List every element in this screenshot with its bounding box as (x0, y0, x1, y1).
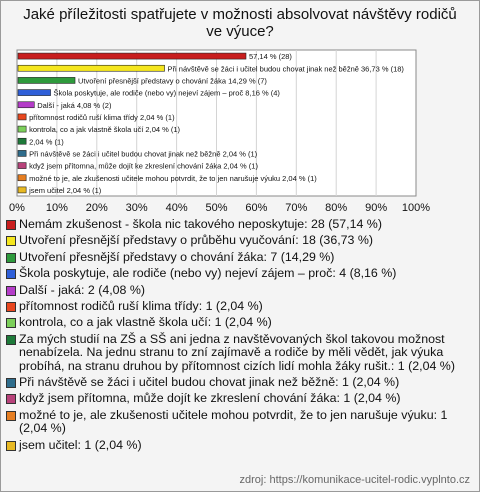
bar-label: přítomnost rodičů ruší klima třídy 2,04 % (1) (29, 112, 175, 122)
bar (18, 163, 26, 169)
legend-label: možné to je, ale zkušenosti učitele mohou potvrdit, že to jen narušuje výuku: 1 (2,04 %) (19, 407, 448, 436)
x-tick-label: 40% (165, 202, 188, 214)
bar-label: možné to je, ale zkušenosti učitele mohou potvrdit, že to jen narušuje výuku 2,04 % (1) (29, 173, 317, 183)
bar (18, 90, 51, 96)
bar-label: když jsem přítomna, může dojít ke zkreslení chování žáka 2,04 % (1) (29, 161, 258, 171)
bar-label: kontrola, co a jak vlastně škola učí 2,04 % (1) (29, 125, 181, 135)
bar-label: Při návštěvě se žáci i učitel budou chovat jinak než běžně 36,73 % (18) (167, 64, 404, 74)
bar (18, 77, 75, 83)
legend-swatch (6, 236, 16, 246)
bar (18, 126, 26, 132)
x-tick-label: 90% (365, 202, 388, 214)
legend-item (6, 316, 472, 329)
x-tick-label: 70% (285, 202, 308, 214)
x-tick-label: 50% (205, 202, 228, 214)
bar-label: jsem učitel 2,04 % (1) (29, 185, 102, 195)
legend-swatch (6, 220, 16, 230)
legend-swatch (6, 253, 16, 263)
legend-item (6, 392, 472, 405)
legend-item (6, 251, 472, 264)
bar (18, 175, 26, 181)
bar-label: Další - jaká 4,08 % (2) (37, 100, 112, 110)
bar (18, 65, 165, 71)
x-tick-label: 0% (9, 202, 25, 214)
legend-swatch (6, 286, 16, 296)
bar-label: 2,04 % (1) (29, 137, 64, 147)
bar (18, 187, 26, 193)
legend-label: kontrola, co a jak vlastně škola učí: 1 (2,04 %) (19, 315, 272, 330)
x-tick-label: 100% (401, 202, 431, 214)
legend-swatch (6, 394, 16, 404)
chart-title: Jaké příležitosti spatřujete v možnosti absolvovat návštěvy rodičů ve výuce? (23, 6, 457, 40)
legend-swatch (6, 441, 16, 451)
x-tick-label: 30% (125, 202, 148, 214)
legend-item (6, 234, 472, 247)
legend-item (6, 376, 472, 389)
legend-swatch (6, 269, 16, 279)
source-note: zdroj: https://komunikace-ucitel-rodic.vyplnto.cz (239, 474, 470, 486)
legend-label: Utvoření přesnější představy o chování žáka: 7 (14,29 %) (19, 249, 335, 264)
x-tick-label: 20% (85, 202, 108, 214)
bar (18, 150, 26, 156)
bar-label: Utvoření přesnější představy o chování žáka 14,29 % (7) (78, 76, 267, 86)
legend-item (6, 300, 472, 313)
chart-legend (6, 218, 472, 455)
bar (18, 53, 246, 59)
legend-item (6, 333, 472, 373)
legend-label: jsem učitel: 1 (2,04 %) (19, 437, 142, 452)
x-tick-label: 80% (325, 202, 348, 214)
bar-plot (0, 0, 480, 218)
legend-item (6, 218, 472, 231)
legend-label: když jsem přítomna, může dojít ke zkreslení chování žáka: 1 (2,04 %) (19, 391, 401, 406)
legend-swatch (6, 378, 16, 388)
legend-item (6, 439, 472, 452)
legend-swatch (6, 411, 16, 421)
bar (18, 138, 26, 144)
bar-label: Škola poskytuje, ale rodiče (nebo vy) nejeví zájem – proč 8,16 % (4) (53, 88, 280, 98)
legend-label: Další - jaká: 2 (4,08 %) (19, 282, 146, 297)
legend-swatch (6, 335, 16, 345)
legend-item (6, 284, 472, 297)
bar-label: Při návštěvě se žáci i učitel budou chovat jinak než běžně 2,04 % (1) (29, 149, 258, 159)
x-tick-label: 10% (45, 202, 68, 214)
bar-label: 57,14 % (28) (248, 52, 292, 62)
legend-label: Nemám zkušenost - škola nic takového neposkytuje: 28 (57,14 %) (19, 217, 382, 231)
legend-item (6, 267, 472, 280)
legend-swatch (6, 318, 16, 328)
legend-item (6, 409, 472, 436)
legend-swatch (6, 302, 16, 312)
legend-label: Utvoření přesnější představy o průběhu vyučování: 18 (36,73 %) (19, 233, 374, 248)
bar (18, 114, 26, 120)
bar (18, 102, 34, 108)
x-tick-label: 60% (245, 202, 268, 214)
legend-label: Za mých studií na ZŠ a SŠ ani jedna z navštěvovaných škol takovou možnost nenabízela. Na jednu stranu to zní zajímavě a rodiče by měli vědět, jak výuka probíhá, na stranu druhou by přítomnost cizích lidí mohla žáky rušit.: 1 (2,04 %) (19, 331, 455, 373)
legend-label: Škola poskytuje, ale rodiče (nebo vy) nejeví zájem – proč: 4 (8,16 %) (19, 266, 397, 281)
legend-label: přítomnost rodičů ruší klima třídy: 1 (2,04 %) (19, 299, 263, 314)
legend-label: Při návštěvě se žáci i učitel budou chovat jinak než běžně: 1 (2,04 %) (19, 375, 400, 390)
